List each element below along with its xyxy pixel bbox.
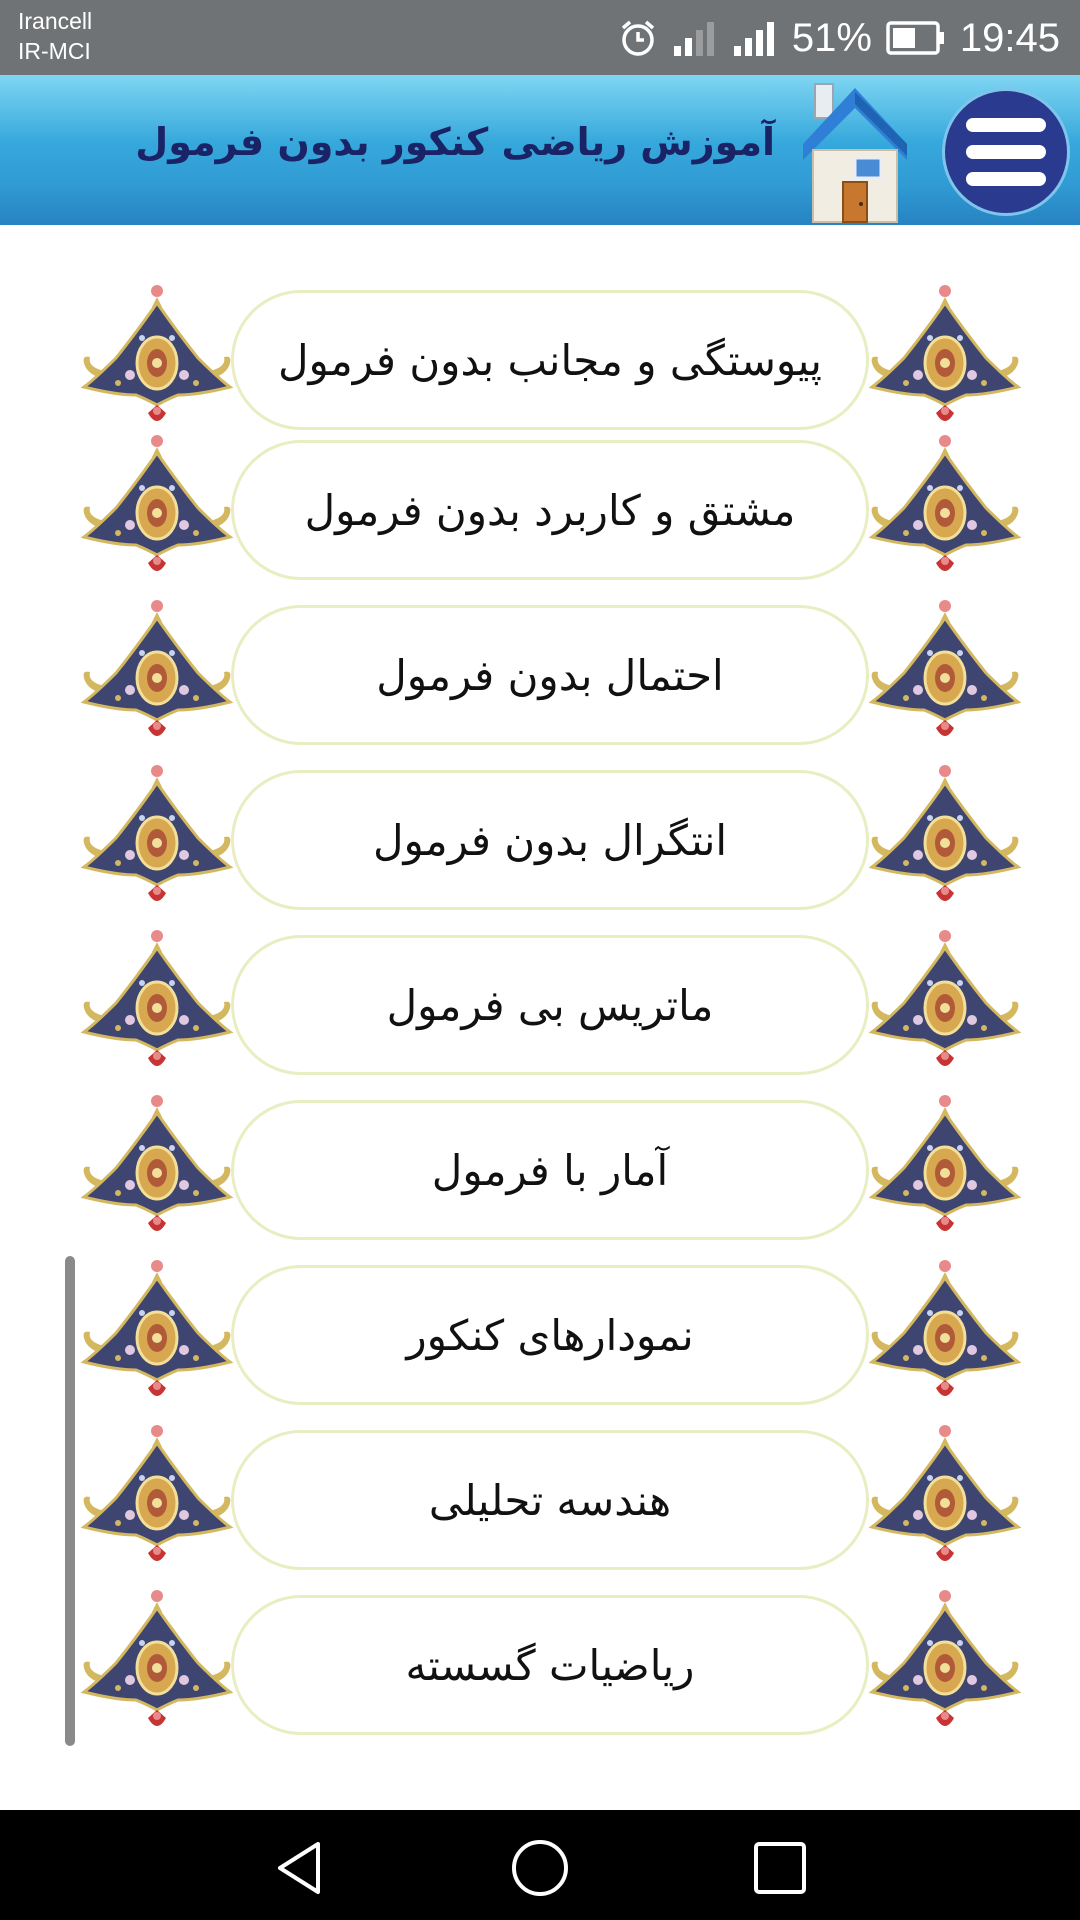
status-bar (0, 0, 1080, 75)
persian-ornament-icon (78, 1258, 236, 1408)
list-item (0, 1258, 1080, 1408)
persian-ornament-icon (78, 928, 236, 1078)
persian-ornament-icon (866, 598, 1024, 748)
persian-ornament-icon (866, 1258, 1024, 1408)
menu-item-button[interactable]: احتمال بدون فرمول (231, 605, 869, 745)
list-item (0, 598, 1080, 748)
menu-item-button[interactable]: ریاضیات گسسته (231, 1595, 869, 1735)
list-item (0, 283, 1080, 433)
persian-ornament-icon (78, 1093, 236, 1243)
hamburger-menu-icon-bar (966, 145, 1046, 159)
persian-ornament-icon (866, 1093, 1024, 1243)
menu-item-button[interactable]: نمودارهای کنکور (231, 1265, 869, 1405)
carrier-info (18, 6, 92, 66)
house-icon (795, 78, 915, 226)
home-circle-icon[interactable] (510, 1838, 570, 1898)
hamburger-menu-button[interactable] (942, 88, 1070, 216)
persian-ornament-icon (866, 1588, 1024, 1738)
menu-item-button[interactable]: آمار با فرمول (231, 1100, 869, 1240)
menu-item-button[interactable]: هندسه تحلیلی (231, 1430, 869, 1570)
persian-ornament-icon (866, 928, 1024, 1078)
persian-ornament-icon (866, 1423, 1024, 1573)
menu-item-button[interactable]: پیوستگی و مجانب بدون فرمول (231, 290, 869, 430)
battery-percent: 51% (791, 15, 872, 60)
persian-ornament-icon (78, 433, 236, 583)
signal-strong-icon (732, 18, 778, 58)
list-item (0, 433, 1080, 583)
signal-weak-icon (672, 18, 718, 58)
persian-ornament-icon (866, 283, 1024, 433)
status-indicators (618, 10, 1060, 66)
home-button[interactable] (795, 78, 915, 226)
list-item (0, 928, 1080, 1078)
recents-square-icon[interactable] (750, 1838, 810, 1898)
carrier-network: IR-MCI (18, 38, 91, 64)
hamburger-menu-icon (966, 118, 1046, 132)
list-item (0, 763, 1080, 913)
persian-ornament-icon (78, 598, 236, 748)
scrollbar[interactable] (65, 1256, 75, 1746)
list-item (0, 1588, 1080, 1738)
back-triangle-icon[interactable] (270, 1838, 330, 1898)
menu-item-button[interactable]: ماتریس بی فرمول (231, 935, 869, 1075)
list-item (0, 1093, 1080, 1243)
battery-icon (886, 20, 946, 56)
alarm-icon (618, 18, 658, 58)
persian-ornament-icon (78, 1588, 236, 1738)
persian-ornament-icon (78, 763, 236, 913)
persian-ornament-icon (78, 1423, 236, 1573)
menu-list[interactable] (0, 225, 1080, 1810)
navigation-bar (0, 1810, 1080, 1920)
persian-ornament-icon (866, 763, 1024, 913)
persian-ornament-icon (78, 283, 236, 433)
persian-ornament-icon (866, 433, 1024, 583)
menu-item-button[interactable]: مشتق و کاربرد بدون فرمول (231, 440, 869, 580)
page-title: آموزش ریاضی کنکور بدون فرمول (135, 120, 775, 164)
hamburger-menu-icon-bar (966, 172, 1046, 186)
clock-time: 19:45 (959, 15, 1060, 60)
menu-item-button[interactable]: انتگرال بدون فرمول (231, 770, 869, 910)
list-item (0, 1423, 1080, 1573)
carrier-name: Irancell (18, 8, 93, 34)
app-header (0, 75, 1080, 225)
